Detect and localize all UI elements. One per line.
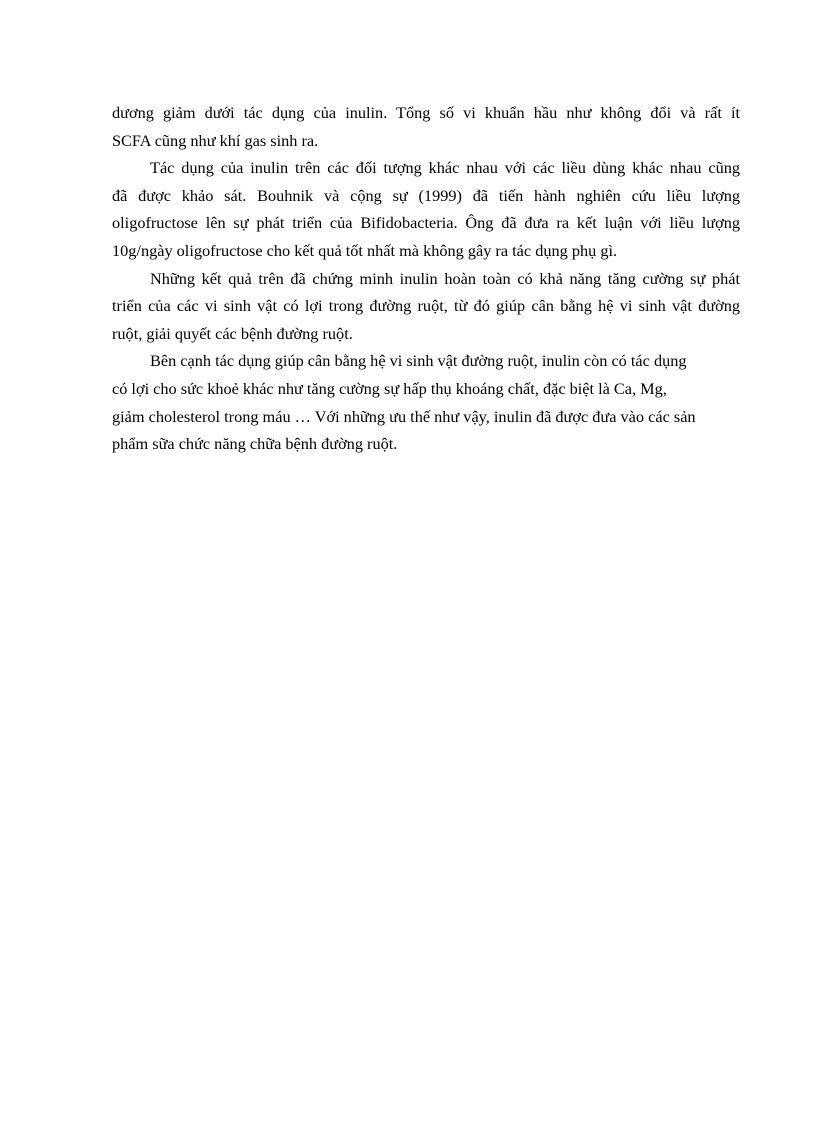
- paragraph-1: [112, 99, 740, 154]
- text-line: Tác dụng của inulin trên các đối tượng khác nhau với các liều dùng khác nhau cũng: [150, 158, 740, 178]
- text-line: triển của các vi sinh vật có lợi trong đường ruột, từ đó giúp cân bằng hệ vi sinh vật đường: [112, 296, 740, 316]
- paragraph-3: [112, 265, 740, 348]
- text-line: 10g/ngày oligofructose cho kết quả tốt nhất mà không gây ra tác dụng phụ gì.: [112, 240, 618, 260]
- paragraph-4: [112, 347, 740, 457]
- text-line: oligofructose lên sự phát triển của Bifidobacteria. Ông đã đưa ra kết luận với liều lượng: [112, 213, 740, 233]
- paragraph-2: [112, 154, 740, 264]
- text-line: có lợi cho sức khoẻ khác như tăng cường sự hấp thụ khoáng chất, đặc biệt là Ca, Mg,: [112, 378, 667, 398]
- text-line: phẩm sữa chức năng chữa bệnh đường ruột.: [112, 434, 398, 454]
- text-line: Bên cạnh tác dụng giúp cân bằng hệ vi sinh vật đường ruột, inulin còn có tác dụng: [150, 351, 687, 371]
- text-line: dương giảm dưới tác dụng của inulin. Tổng số vi khuẩn hầu như không đổi và rất ít: [112, 103, 740, 122]
- text-line: Những kết quả trên đã chứng minh inulin hoàn toàn có khả năng tăng cường sự phát: [150, 268, 740, 288]
- document-body: [112, 99, 740, 458]
- text-line: giảm cholesterol trong máu … Với những ưu thế như vậy, inulin đã được đưa vào các sản: [112, 406, 696, 426]
- text-line: SCFA cũng như khí gas sinh ra.: [112, 130, 319, 150]
- text-line: ruột, giải quyết các bệnh đường ruột.: [112, 323, 353, 343]
- text-line: đã được khảo sát. Bouhnik và cộng sự (1999) đã tiến hành nghiên cứu liều lượng: [112, 185, 740, 205]
